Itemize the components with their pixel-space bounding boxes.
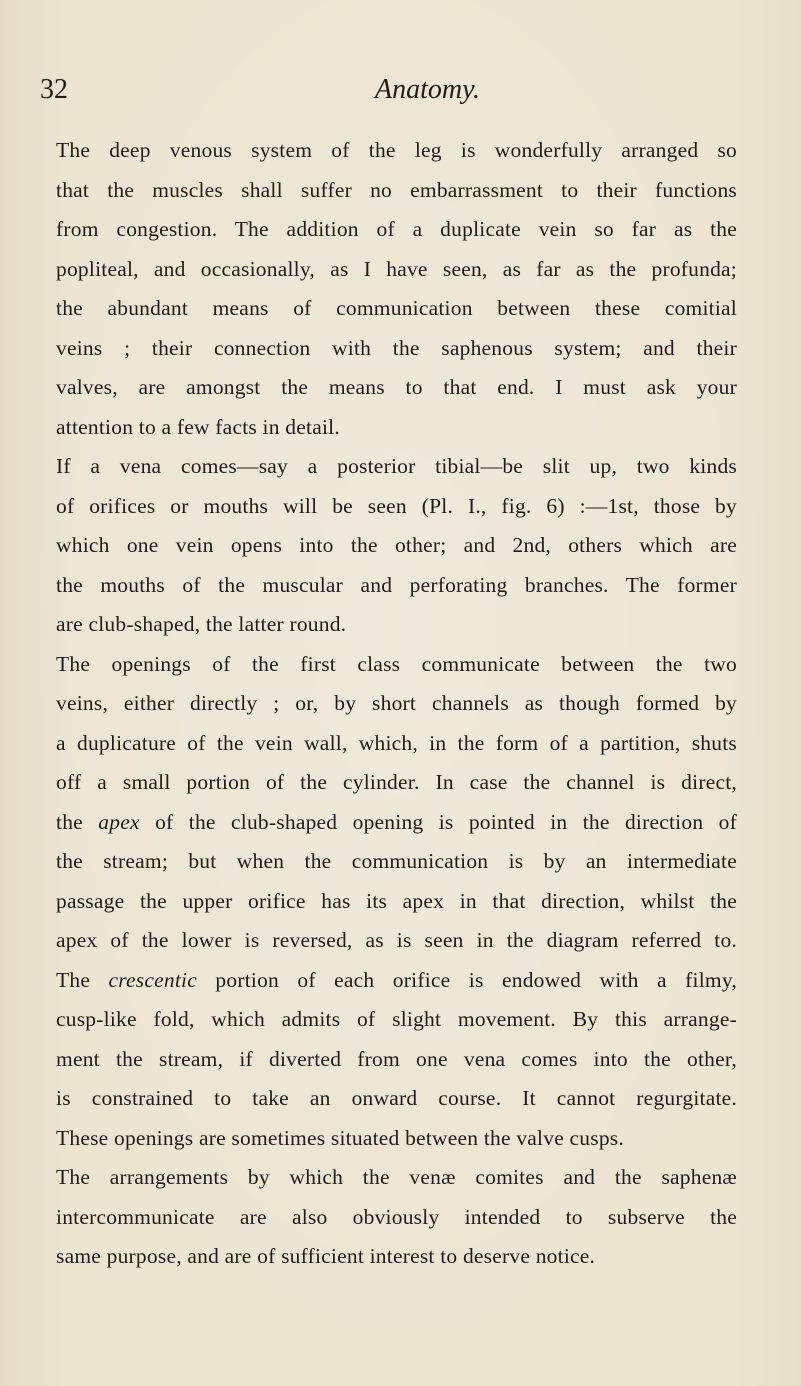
text-line: from congestion. The addition of a duplicate vein so far as the bbox=[56, 217, 737, 241]
text-line: of orifices or mouths will be seen (Pl. I., fig. 6) :—1st, those by bbox=[56, 493, 737, 518]
text-line: The arrangements by which the venæ comites and the saphenæ bbox=[56, 1165, 737, 1189]
page-header bbox=[40, 74, 760, 114]
emphasis-crescentic: crescentic bbox=[108, 967, 197, 992]
page-number: 32 bbox=[40, 74, 68, 105]
text-line: which one vein opens into the other; and 2nd, others which are bbox=[56, 533, 737, 557]
text-line: ment the stream, if diverted from one vena comes into the other, bbox=[56, 1046, 737, 1071]
text-line: veins, either directly ; or, by short channels as though formed by bbox=[56, 691, 737, 715]
text-line: is constrained to take an onward course. It cannot regurgitate. bbox=[56, 1086, 737, 1110]
text-line: apex of the lower is reversed, as is seen in the diagram referred to. bbox=[56, 928, 737, 952]
text-line: are club-shaped, the latter round. bbox=[56, 612, 347, 636]
text-line: The openings of the first class communicate between the two bbox=[56, 651, 737, 676]
text-line: the mouths of the muscular and perforating branches. The former bbox=[56, 572, 737, 597]
text-line: valves, are amongst the means to that end. I must ask your bbox=[56, 375, 737, 399]
text-line: off a small portion of the cylinder. In case the channel is direct, bbox=[56, 770, 737, 794]
emphasis-apex: apex bbox=[98, 809, 140, 834]
text-line: attention to a few facts in detail. bbox=[56, 414, 340, 439]
text-line: intercommunicate are also obviously intended to subserve the bbox=[56, 1204, 737, 1229]
text-line: same purpose, and are of sufficient interest to deserve notice. bbox=[56, 1244, 596, 1268]
body-text bbox=[56, 131, 737, 1277]
text-line: The deep venous system of the leg is wonderfully arranged so bbox=[56, 138, 737, 162]
text-line: a duplicature of the vein wall, which, in the form of a partition, shuts bbox=[56, 730, 737, 755]
text-line: the abundant means of communication between these comitial bbox=[56, 296, 737, 320]
text-line: the stream; but when the communication is by an intermediate bbox=[56, 849, 737, 873]
running-head: Anatomy. bbox=[375, 74, 480, 105]
text-line: The crescentic portion of each orifice is endowed with a filmy, bbox=[56, 967, 737, 992]
text-line: These openings are sometimes situated between the valve cusps. bbox=[56, 1125, 624, 1150]
text-line: that the muscles shall suffer no embarrassment to their functions bbox=[56, 177, 737, 202]
text-line: popliteal, and occasionally, as I have seen, as far as the profunda; bbox=[56, 256, 737, 281]
text-line: cusp-like fold, which admits of slight movement. By this arrange- bbox=[56, 1007, 737, 1031]
text-line: veins ; their connection with the saphenous system; and their bbox=[56, 335, 737, 360]
text-line: the apex of the club-shaped opening is pointed in the direction of bbox=[56, 809, 737, 834]
text-line: If a vena comes—say a posterior tibial—be slit up, two kinds bbox=[56, 454, 737, 478]
text-line: passage the upper orifice has its apex in that direction, whilst the bbox=[56, 888, 737, 913]
